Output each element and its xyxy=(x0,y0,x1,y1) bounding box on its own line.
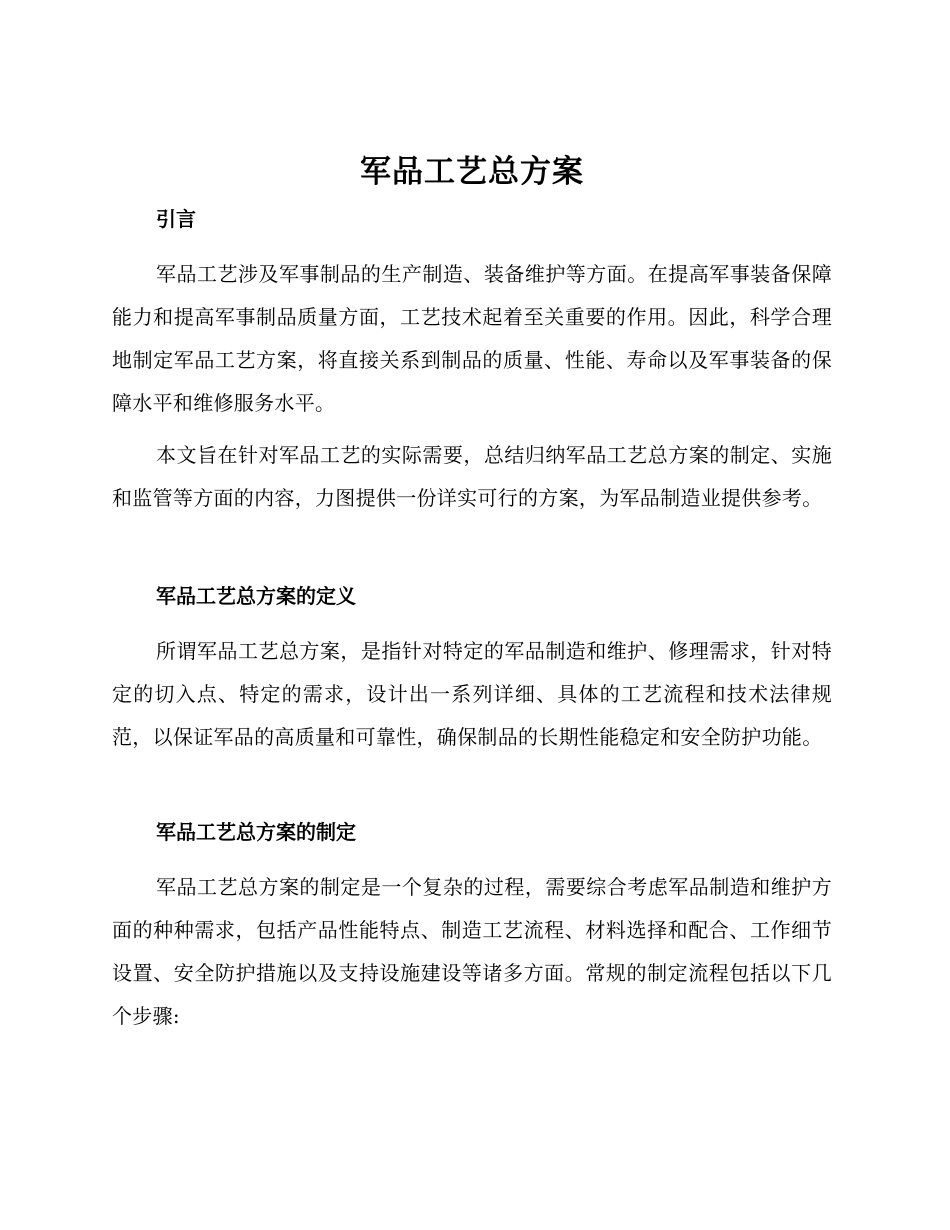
section-heading-introduction: 引言 xyxy=(156,207,196,231)
paragraph-introduction-1: 军品工艺涉及军事制品的生产制造、装备维护等方面。在提高军事装备保障能力和提高军事制品质量方面，工艺技术起着至关重要的作用。因此，科学合理地制定军品工艺方案，将直接关系到制品的质量、性能、寿命以及军事装备的保障水平和维修服务水平。 xyxy=(112,262,832,415)
paragraph-formulation: 军品工艺总方案的制定是一个复杂的过程，需要综合考虑军品制造和维护方面的种种需求，包括产品性能特点、制造工艺流程、材料选择和配合、工作细节设置、安全防护措施以及支持设施建设等诸多方面。常规的制定流程包括以下几个步骤: xyxy=(112,875,832,1028)
paragraph-definition: 所谓军品工艺总方案，是指针对特定的军品制造和维护、修理需求，针对特定的切入点、特定的需求，设计出一系列详细、具体的工艺流程和技术法律规范，以保证军品的高质量和可靠性，确保制品的长期性能稳定和安全防护功能。 xyxy=(112,639,832,749)
section-heading-formulation: 军品工艺总方案的制定 xyxy=(156,820,356,844)
paragraph-introduction-2: 本文旨在针对军品工艺的实际需要，总结归纳军品工艺总方案的制定、实施和监管等方面的内容，力图提供一份详实可行的方案，为军品制造业提供参考。 xyxy=(112,443,832,510)
section-heading-definition: 军品工艺总方案的定义 xyxy=(156,584,356,608)
document-title: 军品工艺总方案 xyxy=(360,154,584,190)
